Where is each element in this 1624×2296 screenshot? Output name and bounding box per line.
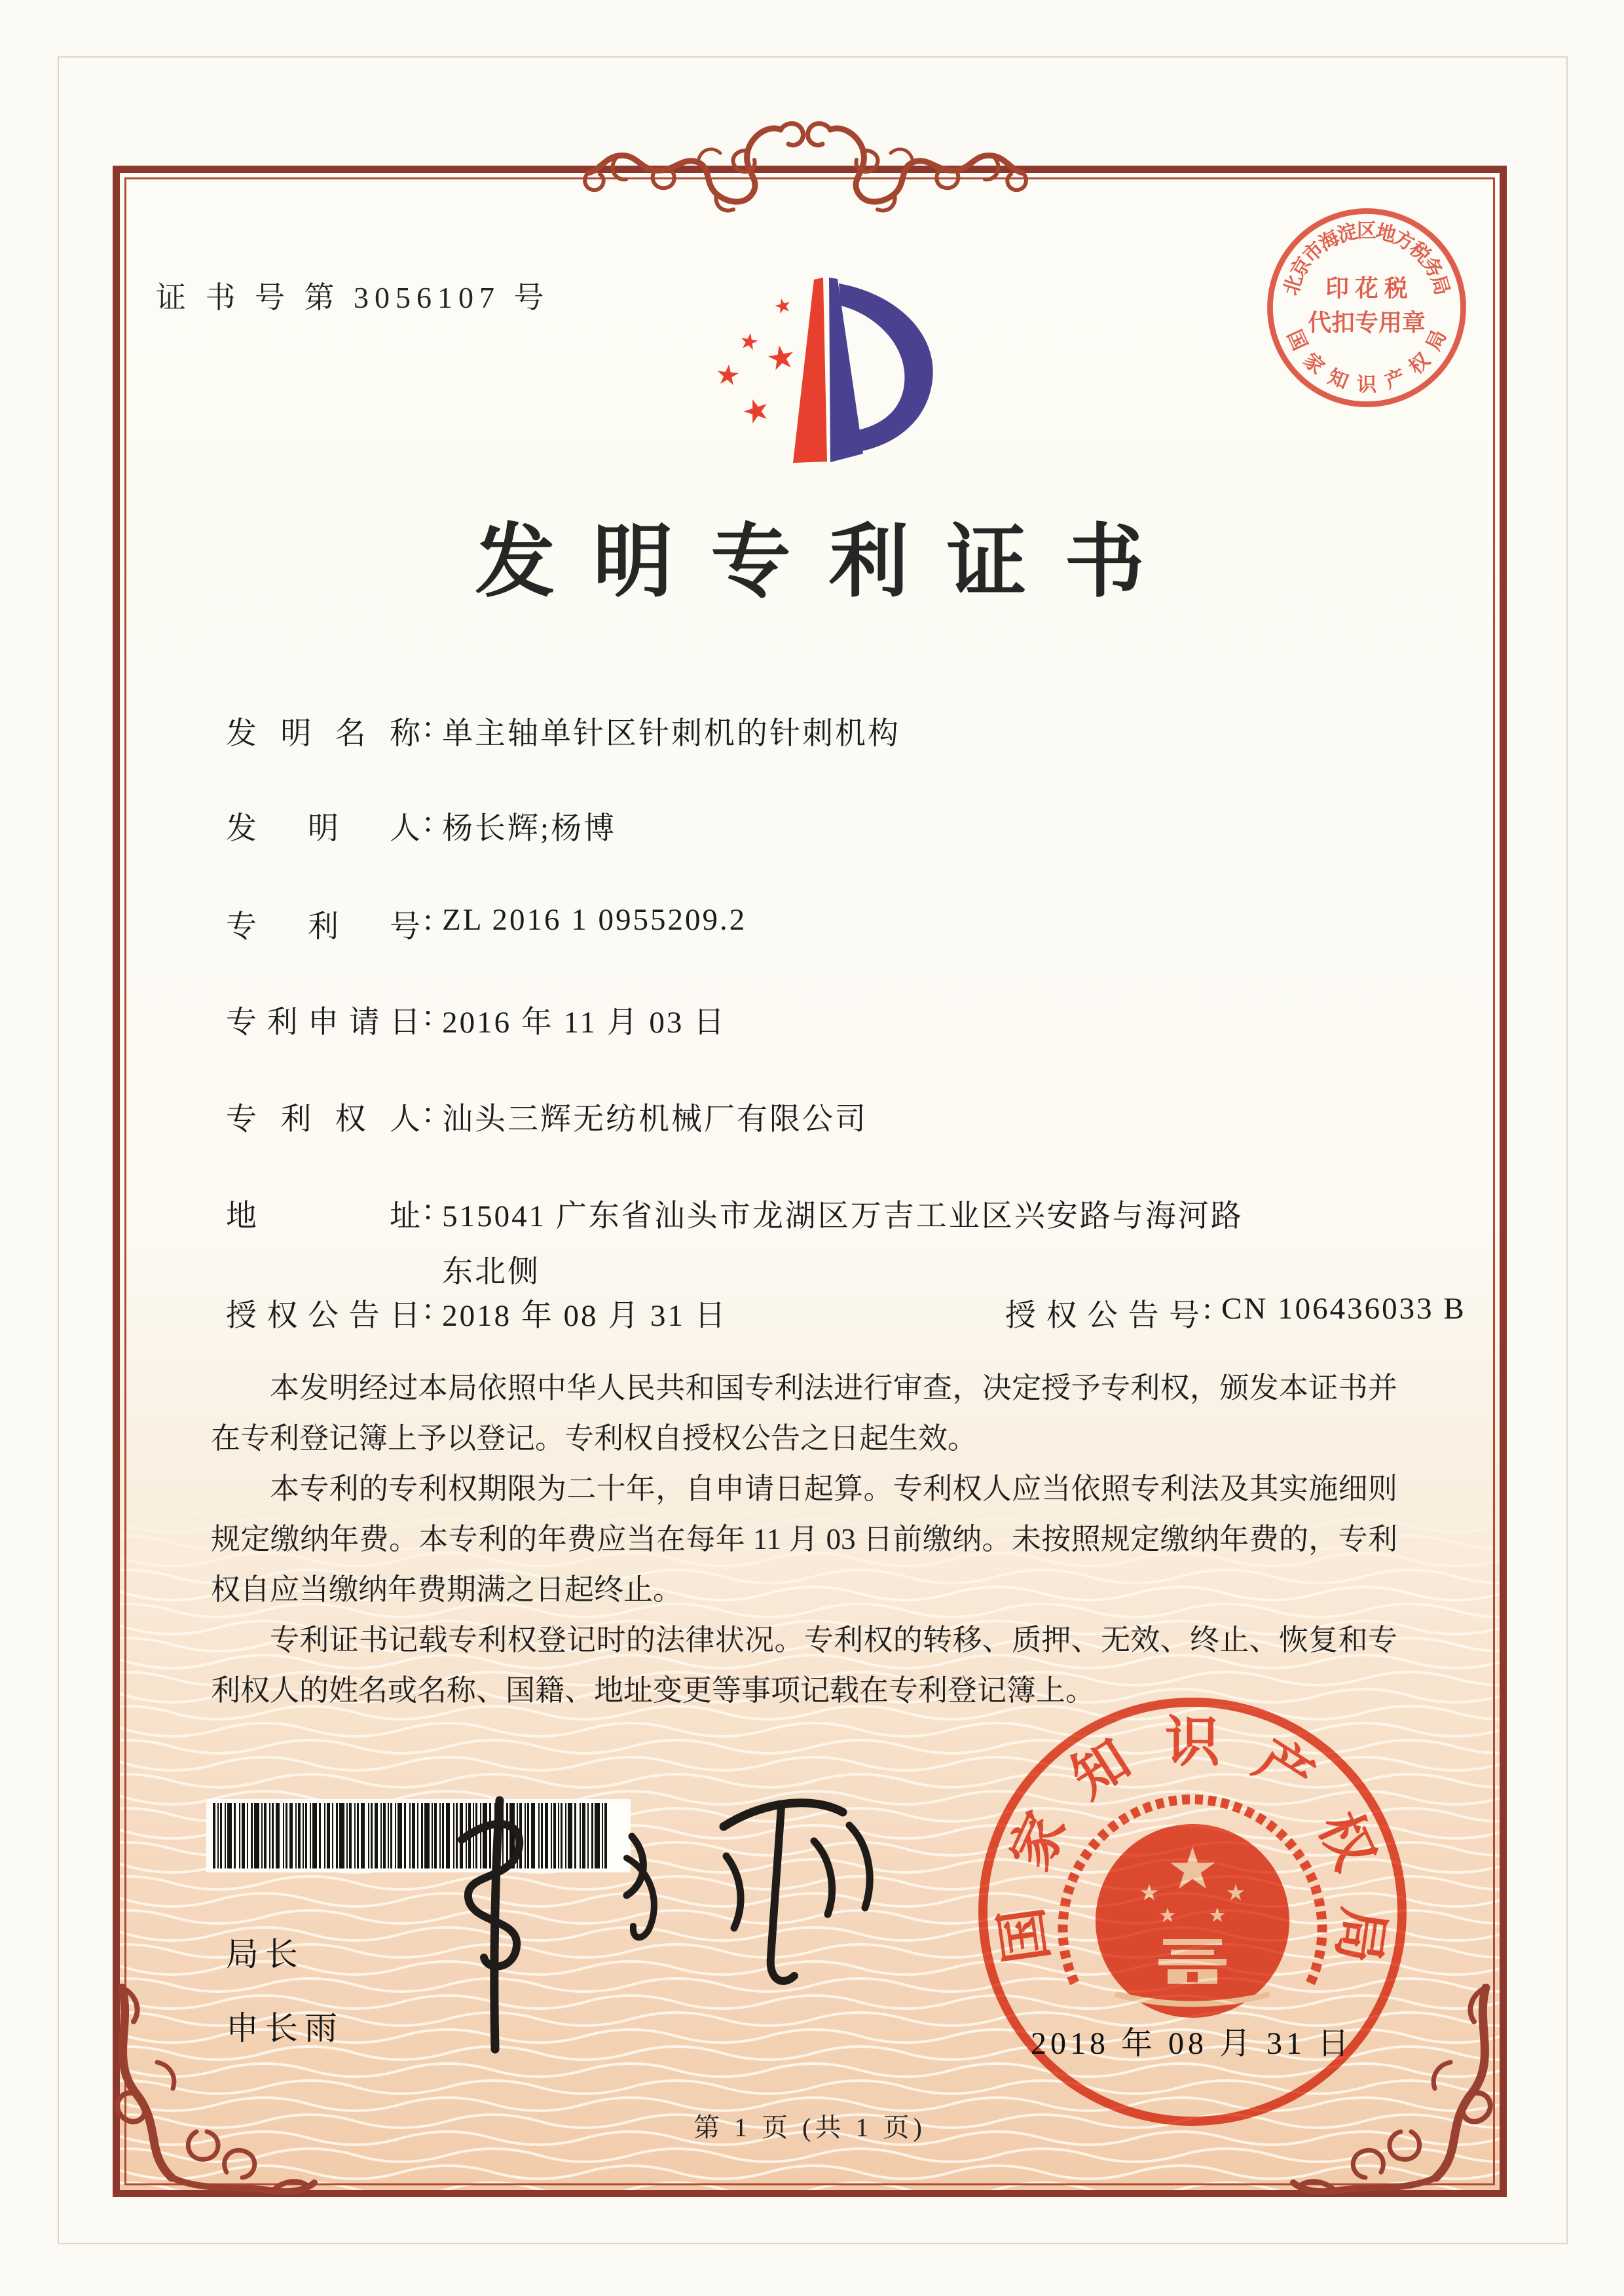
colon: : [424,1095,434,1129]
certificate-title: 发明专利证书 [475,519,1183,607]
svg-text:淀: 淀 [1335,220,1360,247]
svg-text:区: 区 [1356,219,1377,242]
svg-text:★: ★ [771,293,794,319]
field-label: 专利号 [226,910,421,944]
svg-text:★: ★ [1166,1838,1219,1902]
svg-text:局: 局 [1422,326,1451,354]
svg-text:京: 京 [1286,253,1316,282]
field-label: 专利申请日 [226,1006,421,1040]
director-signature [416,1761,927,2062]
svg-text:国: 国 [1282,326,1312,354]
svg-text:★: ★ [1225,1881,1246,1906]
field-label: 发明人 [226,812,421,846]
svg-text:知: 知 [1325,365,1352,393]
field-invention-name [226,709,900,753]
cnipa-seal [971,1690,1414,2133]
field-inventor [226,804,616,848]
svg-text:★: ★ [1139,1881,1160,1906]
logo-stars [714,294,799,433]
field-patentee [226,1095,868,1139]
svg-text:地: 地 [1373,220,1399,247]
colon: : [424,998,434,1032]
svg-text:★: ★ [737,390,775,433]
svg-text:权: 权 [1404,348,1435,379]
colon: : [424,1192,434,1226]
svg-text:识: 识 [1164,1712,1221,1774]
svg-text:产: 产 [1382,365,1409,393]
svg-text:方: 方 [1390,226,1418,255]
tax-stamp-center-line-1: 印 花 税 [1325,275,1408,302]
svg-text:★: ★ [1208,1904,1227,1927]
svg-text:★: ★ [714,359,742,392]
svg-text:国: 国 [991,1903,1060,1967]
tax-stamp [1259,200,1475,416]
colon: : [424,805,434,839]
svg-text:税: 税 [1405,237,1435,267]
svg-text:家: 家 [999,1803,1079,1879]
legal-paragraph-3: 专利证书记载专利权登记时的法律状况。专利权的转移、质押、无效、终止、恢复和专利权人的姓名或名称、国籍、地址变更等事项记载在专利登记簿上。 [211,1624,1397,1707]
svg-text:北: 北 [1280,272,1307,299]
colon: : [424,710,434,744]
field-label: 地址 [226,1199,421,1233]
field-value: 2016 年 11 月 03 日 [442,1006,727,1040]
svg-text:识: 识 [1356,373,1377,396]
field-value: 单主轴单针区针刺机的针刺机构 [442,717,901,751]
address-line-1: 515041 广东省汕头市龙湖区万吉工业区兴安路与海河路 [442,1199,1244,1233]
director-title: 局长 [226,1936,304,1973]
seal-national-emblem [1063,1800,1322,2018]
field-value: CN 106436033 B [1221,1292,1466,1326]
page-number: 第 1 页 (共 1 页) [693,2113,926,2142]
field-grant-row [226,1291,1466,1335]
svg-text:市: 市 [1299,237,1329,267]
field-value: ZL 2016 1 0955209.2 [442,903,747,937]
field-value: 杨长辉;杨博 [442,812,617,846]
field-grant-no [1005,1291,1466,1335]
svg-text:★: ★ [1158,1904,1177,1927]
certificate-number: 证 书 号 第 3056107 号 [156,281,550,314]
svg-text:家: 家 [1299,348,1329,379]
svg-text:海: 海 [1315,226,1344,255]
seal-date: 2018 年 08 月 31 日 [1030,2026,1353,2061]
field-value: 2018 年 08 月 31 日 [442,1299,728,1333]
address-line-2: 东北侧 [442,1255,541,1289]
legal-paragraph-2: 本专利的专利权期限为二十年，自申请日起算。专利权人应当依照专利法及其实施细则规定缴纳年费。本专利的年费应当在每年 11 月 03 日前缴纳。未按照规定缴纳年费的，专利权自应当缴纳年费期满之日起终止。 [211,1472,1397,1606]
svg-text:产: 产 [1244,1728,1323,1810]
legal-paragraph-1: 本发明经过本局依照中华人民共和国专利法进行审查，决定授予专利权，颁发本证书并在专利登记簿上予以登记。专利权自授权公告之日起生效。 [211,1372,1397,1455]
field-filing-date [226,998,726,1042]
svg-text:知: 知 [1061,1728,1141,1810]
svg-text:★: ★ [737,328,762,356]
field-value: 汕头三辉无纺机械厂有限公司 [442,1102,868,1137]
field-address [226,1192,1244,1291]
colon: : [424,1292,434,1326]
cnipa-logo [707,272,943,471]
field-label: 发明名称 [226,717,421,751]
field-value [442,1192,1244,1291]
colon: : [1203,1292,1213,1326]
tax-stamp-center-line-2: 代扣专用章 [1308,309,1426,336]
svg-text:务: 务 [1417,253,1447,282]
field-label: 授权公告号 [1005,1299,1200,1333]
director-name: 申长雨 [226,2010,344,2047]
field-patent-no [226,902,747,946]
colon: : [424,903,434,937]
svg-text:★: ★ [764,337,799,378]
field-label: 专利权人 [226,1102,421,1137]
field-label: 授权公告日 [226,1299,421,1333]
legal-text-block [211,1363,1397,1716]
svg-text:权: 权 [1306,1803,1386,1879]
svg-text:局: 局 [1325,1903,1394,1967]
svg-text:局: 局 [1426,272,1454,299]
